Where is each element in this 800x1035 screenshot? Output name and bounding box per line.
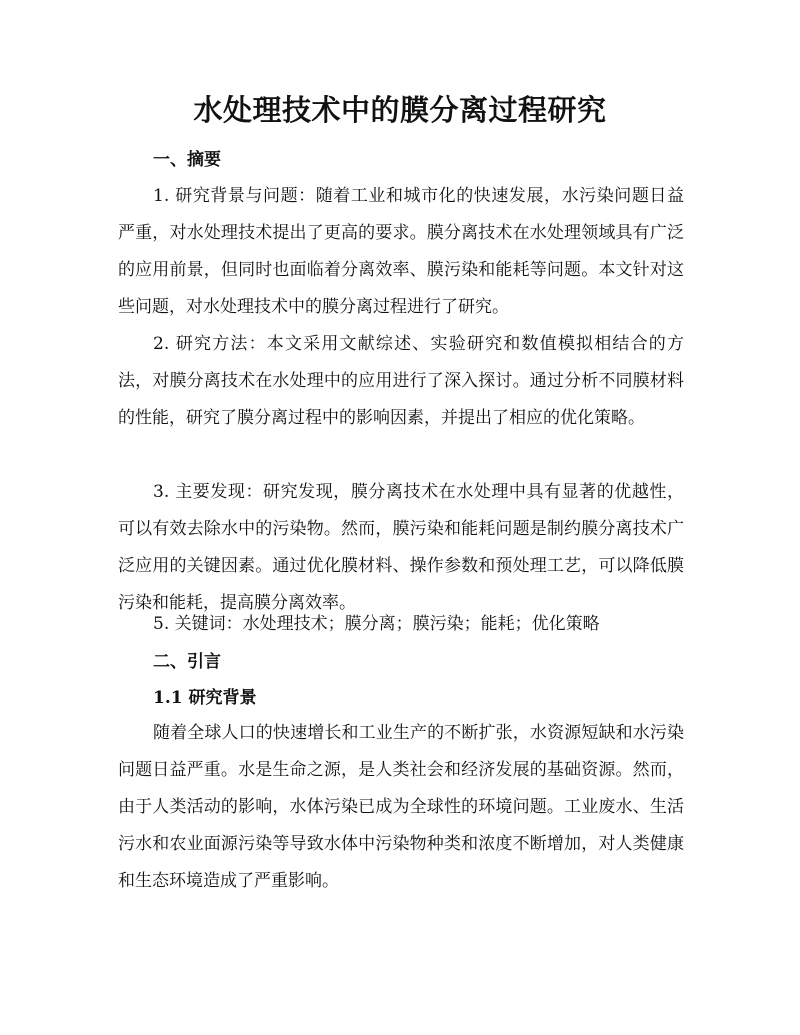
paragraph-research-method: 2. 研究方法：本文采用文献综述、实验研究和数值模拟相结合的方法，对膜分离技术在水处理中的应用进行了深入探讨。通过分析不同膜材料的性能，研究了膜分离过程中的影响因素，并提出了相应的优化策略。 [118,334,684,428]
subsection-heading-background: 1.1 研究背景 [153,688,257,708]
paragraph-keywords: 5. 关键词：水处理技术；膜分离；膜污染；能耗；优化策略 [153,614,600,634]
paragraph-introduction-background: 随着全球人口的快速增长和工业生产的不断扩张，水资源短缺和水污染问题日益严重。水是生命之源，是人类社会和经济发展的基础资源。然而，由于人类活动的影响，水体污染已成为全球性的环境问题。工业废水、生活污水和农业面源污染等导致水体中污染物种类和浓度不断增加，对人类健康和生态环境造成了严重影响。 [118,723,684,891]
section-heading-introduction: 二、引言 [153,652,221,672]
paragraph-main-findings: 3. 主要发现：研究发现，膜分离技术在水处理中具有显著的优越性，可以有效去除水中的污染物。然而，膜污染和能耗问题是制约膜分离技术广泛应用的关键因素。通过优化膜材料、操作参数和预处理工艺，可以降低膜污染和能耗，提高膜分离效率。 [118,482,684,613]
section-heading-abstract: 一、摘要 [153,150,221,170]
paragraph-research-background: 1. 研究背景与问题：随着工业和城市化的快速发展，水污染问题日益严重，对水处理技术提出了更高的要求。膜分离技术在水处理领域具有广泛的应用前景，但同时也面临着分离效率、膜污染和能耗等问题。本文针对这些问题，对水处理技术中的膜分离过程进行了研究。 [118,186,684,317]
document-title: 水处理技术中的膜分离过程研究 [193,93,607,127]
